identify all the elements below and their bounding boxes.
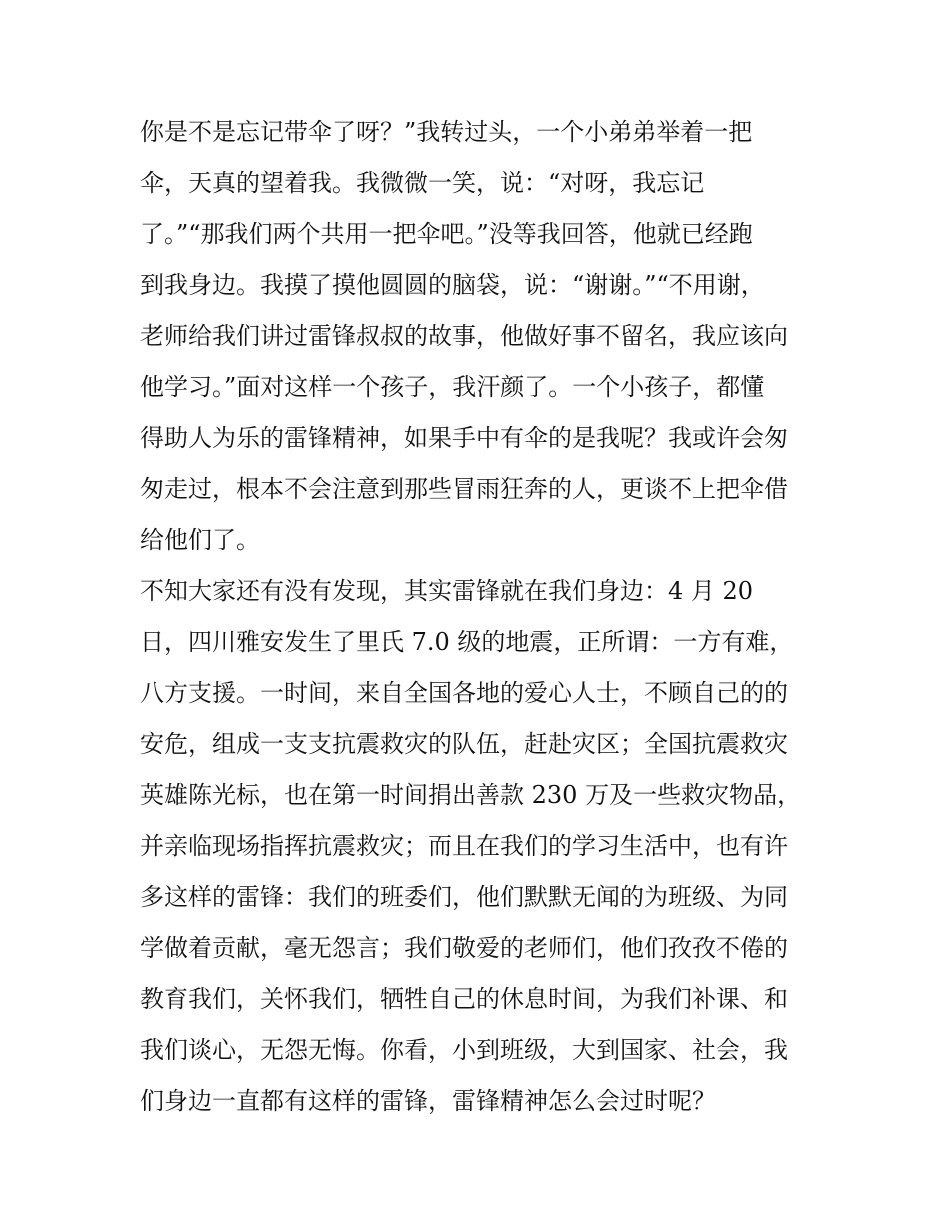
text-line: 我们谈心，无怨无悔。你看，小到班级，大到国家、社会，我 [140,1036,788,1064]
text-line: 了。”“那我们两个共用一把伞吧。”没等我回答，他就已经跑 [140,220,753,248]
text-line: 给他们了。 [140,526,260,554]
text-line: 他学习。”面对这样一个孩子，我汗颜了。一个小孩子，都懂 [140,373,765,401]
text-line: 们身边一直都有这样的雷锋，雷锋精神怎么会过时呢？ [140,1087,716,1115]
text-line: 教育我们，关怀我们，牺牲自己的休息时间，为我们补课、和 [140,985,788,1013]
text-line: 英雄陈光标，也在第一时间捐出善款 230 万及一些救灾物品， [140,781,802,809]
text-line: 伞，天真的望着我。我微微一笑，说：“对呀，我忘记 [140,169,705,197]
text-line: 并亲临现场指挥抗震救灾；而且在我们的学习生活中，也有许 [140,832,788,860]
text-line: 安危，组成一支支抗震救灾的队伍，赶赴灾区；全国抗震救灾 [140,730,788,758]
text-line: 得助人为乐的雷锋精神，如果手中有伞的是我呢？我或许会匆 [140,424,788,452]
text-line: 学做着贡献，毫无怨言；我们敬爱的老师们，他们孜孜不倦的 [140,934,788,962]
text-line: 日，四川雅安发生了里氏 7.0 级的地震，正所谓：一方有难， [140,628,794,656]
text-line: 不知大家还有没有发现，其实雷锋就在我们身边：4 月 20 [140,577,754,605]
text-line: 老师给我们讲过雷锋叔叔的故事，他做好事不留名，我应该向 [140,322,788,350]
text-line: 到我身边。我摸了摸他圆圆的脑袋，说：“谢谢。”“不用谢， [140,271,765,299]
text-line: 八方支援。一时间，来自全国各地的爱心人士，不顾自己的的 [140,679,788,707]
text-line: 你是不是忘记带伞了呀？”我转过头，一个小弟弟举着一把 [140,118,753,146]
text-line: 匆走过，根本不会注意到那些冒雨狂奔的人，更谈不上把伞借 [140,475,788,503]
essay-text [140,107,830,1127]
text-line: 多这样的雷锋：我们的班委们，他们默默无闻的为班级、为同 [140,883,788,911]
